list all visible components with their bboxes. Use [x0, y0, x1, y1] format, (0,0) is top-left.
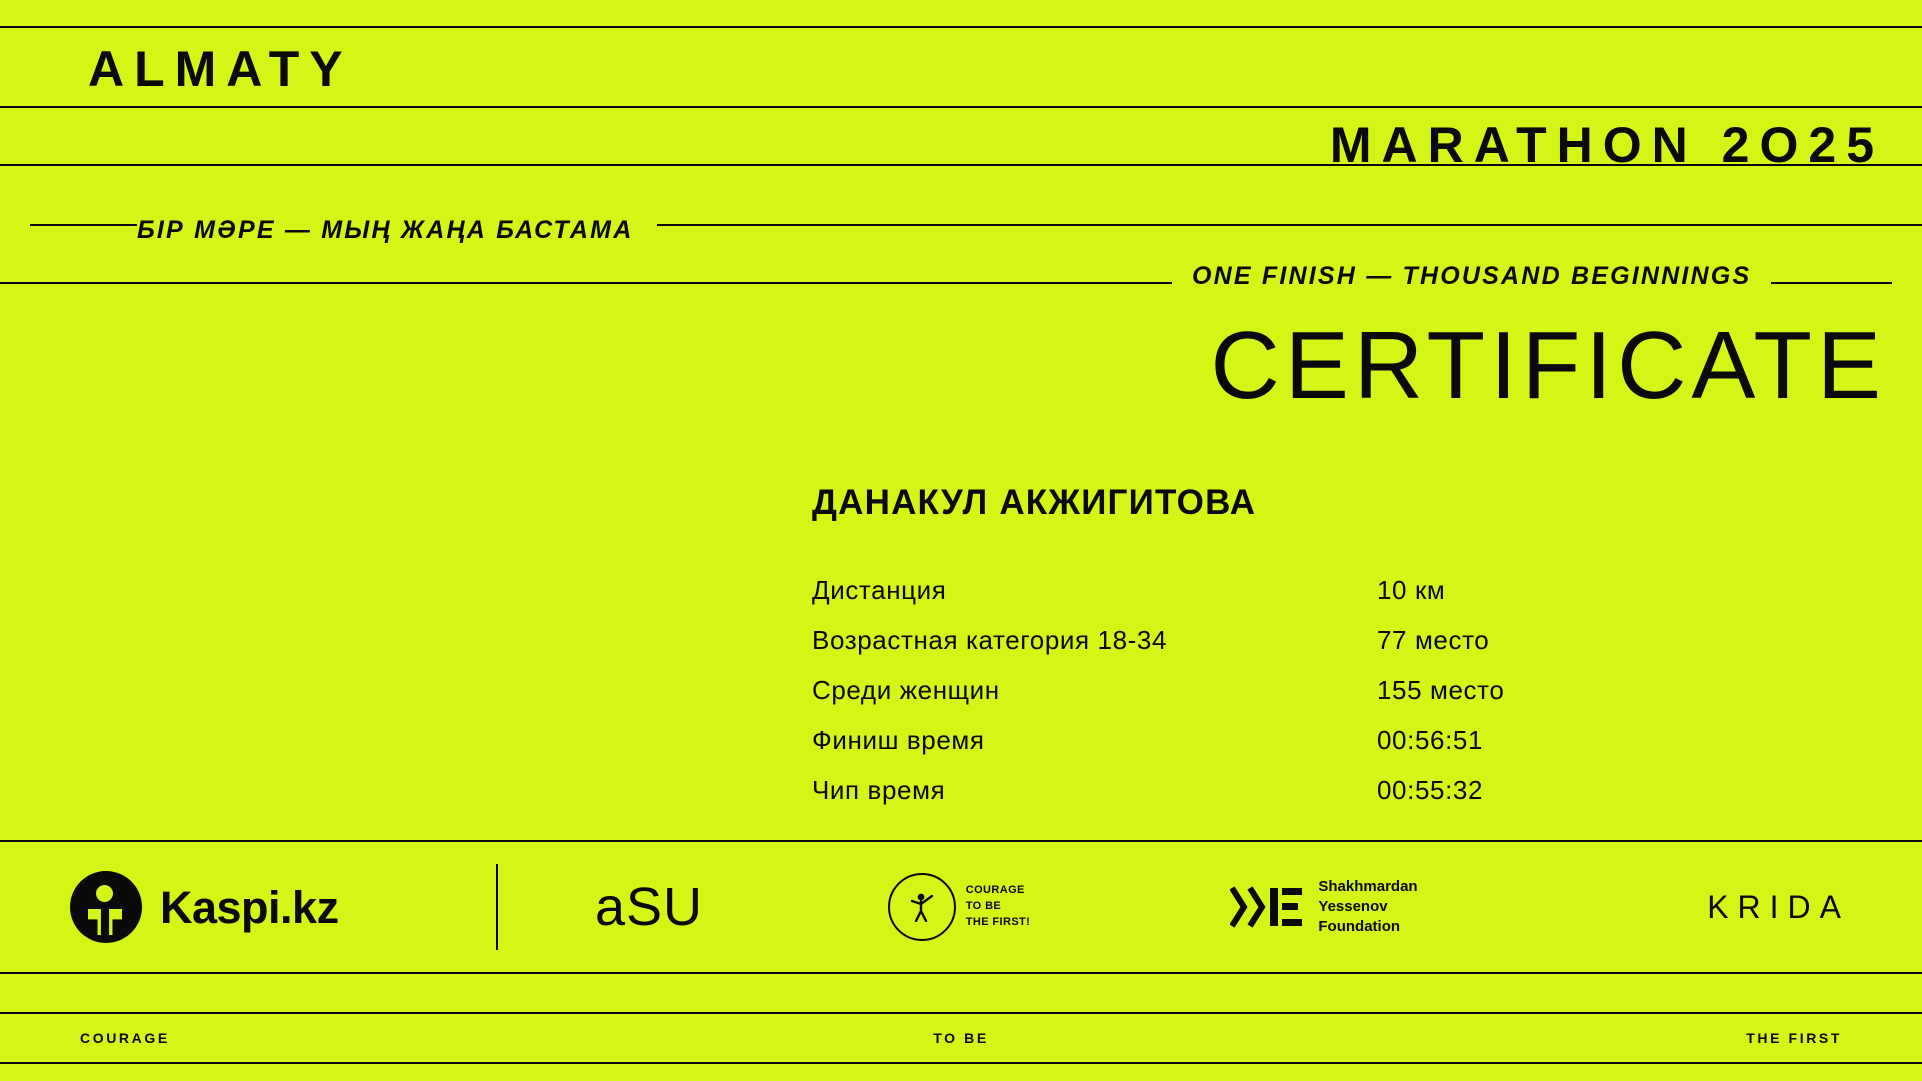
footer-left: COURAGE — [80, 1030, 170, 1046]
result-label: Возрастная категория 18-34 — [812, 625, 1168, 655]
page-title: CERTIFICATE — [1210, 312, 1886, 419]
result-label: Дистанция — [812, 575, 947, 605]
yessenov-mark-icon — [1230, 884, 1304, 930]
result-value: 00:55:32 — [1377, 775, 1484, 805]
courage-line-3: THE FIRST! — [965, 915, 1031, 928]
result-label: Среди женщин — [812, 675, 1000, 705]
event-city: ALMATY — [88, 41, 353, 97]
event-name: MARATHON 2O25 — [1329, 117, 1884, 173]
kaspi-wordmark: Kaspi.kz — [160, 881, 339, 933]
footer-center: TO BE — [933, 1030, 989, 1046]
divider-line — [0, 972, 1922, 974]
results-table — [812, 575, 1592, 825]
table-row — [812, 725, 1592, 775]
sponsor-asu — [504, 842, 794, 972]
tagline-english: ONE FINISH — THOUSAND BEGINNINGS — [1172, 254, 1771, 299]
courage-line-1: COURAGE — [965, 884, 1025, 897]
tagline-kazakh: БІР МӘРЕ — МЫҢ ЖАҢА БАСТАМА — [137, 208, 657, 253]
table-row — [812, 625, 1592, 675]
result-value: 77 место — [1377, 625, 1490, 655]
sponsor-strip — [0, 842, 1922, 972]
result-value: 00:56:51 — [1377, 725, 1484, 755]
table-row — [812, 575, 1592, 625]
table-row — [812, 775, 1592, 825]
krida-wordmark: KRIDA — [1707, 889, 1850, 925]
sponsor-krida — [1524, 842, 1922, 972]
yessenov-text — [1318, 877, 1417, 938]
courage-text — [966, 883, 1031, 931]
footer-bar — [0, 1014, 1922, 1062]
divider-line — [0, 1062, 1922, 1064]
participant-name: ДАНАКУЛ АКЖИГИТОВА — [812, 483, 1257, 522]
kaspi-mark-icon — [70, 871, 142, 943]
result-label: Чип время — [812, 775, 946, 805]
courage-logo — [888, 873, 1031, 941]
courage-badge-icon — [888, 873, 956, 941]
asu-wordmark: aSU — [594, 877, 704, 937]
vertical-divider — [496, 864, 498, 950]
sponsor-kaspi — [0, 842, 490, 972]
sponsor-courage-fund — [794, 842, 1124, 972]
yessenov-line-1: Shakhmardan — [1318, 877, 1418, 895]
kaspi-logo — [70, 871, 339, 943]
courage-line-2: TO BE — [965, 900, 1002, 913]
sponsor-yessenov-foundation — [1124, 842, 1524, 972]
yessenov-line-3: Foundation — [1318, 918, 1401, 936]
divider-line — [0, 106, 1922, 108]
result-label: Финиш время — [812, 725, 985, 755]
table-row — [812, 675, 1592, 725]
divider-line — [0, 26, 1922, 28]
yessenov-logo — [1230, 877, 1417, 938]
result-value: 155 место — [1377, 675, 1505, 705]
yessenov-line-2: Yessenov — [1318, 897, 1388, 915]
footer-right: THE FIRST — [1746, 1030, 1842, 1046]
result-value: 10 км — [1377, 575, 1446, 605]
